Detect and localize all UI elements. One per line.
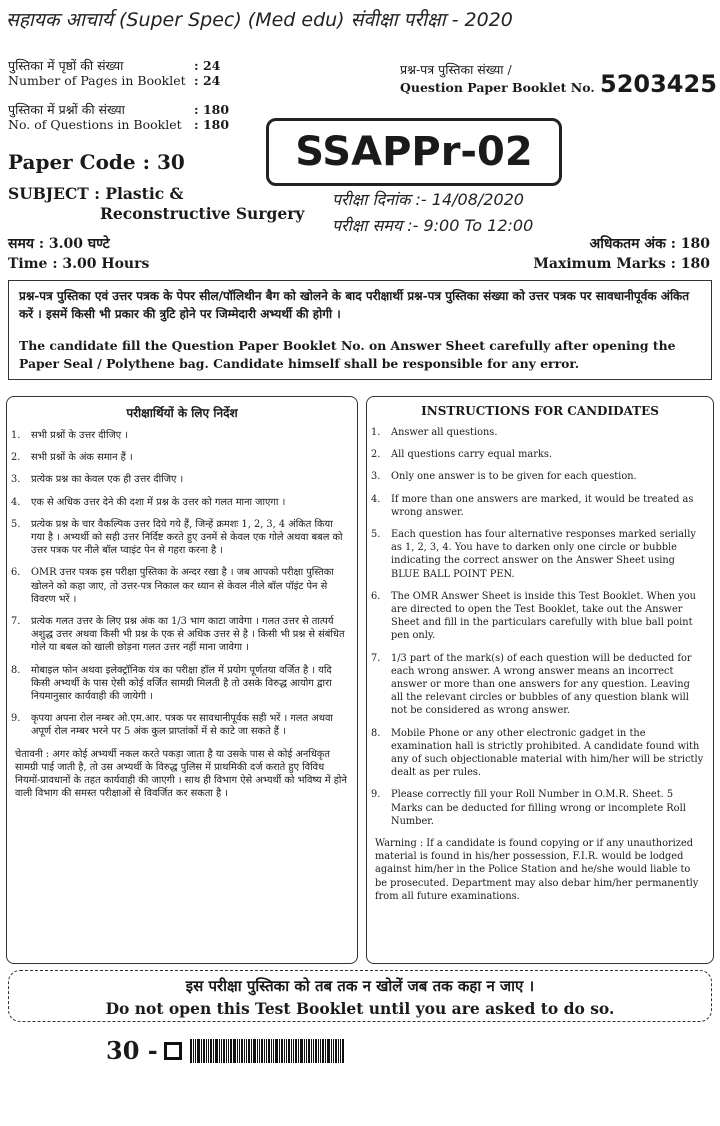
- instruction-item: [11, 664, 349, 704]
- barcode-bar: [246, 1039, 247, 1063]
- barcode-bar: [304, 1039, 305, 1063]
- barcode-bar: [223, 1039, 225, 1063]
- barcode-bar: [241, 1039, 243, 1063]
- pages-label-hi: पुस्तिका में पृष्ठों की संख्या: [8, 58, 124, 73]
- instructions-hindi-title: परीक्षार्थियों के लिए निर्देश: [126, 406, 238, 420]
- barcode-bar: [253, 1039, 256, 1063]
- instruction-number: 9.: [11, 713, 21, 725]
- pages-value: : 24: [194, 58, 221, 73]
- pages-value-en: : 24: [194, 73, 221, 88]
- instruction-number: 8.: [11, 664, 21, 676]
- instruction-item: [371, 652, 705, 718]
- do-not-open-box: [8, 970, 712, 1022]
- instruction-text: प्रत्येक प्रश्न का केवल एक ही उत्तर दीजिए ।: [31, 474, 184, 486]
- instruction-number: 2.: [11, 452, 21, 464]
- instruction-text: OMR उत्तर पत्रक इस परीक्षा पुस्तिका के अन्दर रखा है । जब आपको परीक्षा पुस्तिका खोलने को कहा जाए, तो उत्तर-पत्र निकाल कर ध्यान से केवल नीले बॉल पॉइंट पेन से विवरण भरें ।: [31, 567, 334, 605]
- subject: [8, 184, 304, 224]
- barcode-bar: [248, 1039, 250, 1063]
- barcode-bar: [325, 1039, 326, 1063]
- instruction-number: 1.: [11, 430, 21, 441]
- instruction-item: [11, 518, 349, 558]
- instruction-item: [11, 615, 349, 655]
- instruction-item: [11, 496, 349, 509]
- instruction-number: 5.: [11, 518, 21, 530]
- instruction-item: [371, 470, 705, 483]
- exam-date-handwritten: परीक्षा दिनांक :- 14/08/2020: [332, 190, 524, 209]
- instructions-hindi-panel: [6, 396, 358, 964]
- do-not-open-hi: इस परीक्षा पुस्तिका को तब तक न खोलें जब तक कहा न जाए ।: [185, 977, 535, 995]
- barcode-bar: [193, 1039, 194, 1063]
- instruction-text: प्रत्येक प्रश्न के चार वैकल्पिक उत्तर दिये गये हैं, जिन्हें क्रमशः 1, 2, 3, 4 अंकित किया गया है । अभ्यर्थी को सही उत्तर निर्दिष्ट करते हुए उनमें से केवल एक गोले अथवा बबल को उत्तर पत्रक पर नीले बॉल प्वाइंट पेन से गहरा करना है ।: [31, 518, 343, 557]
- barcode-bar: [213, 1039, 214, 1063]
- barcode-bar: [206, 1039, 207, 1063]
- time-en: Time : 3.00 Hours: [8, 256, 150, 272]
- time-hi: समय : 3.00 घण्टे: [8, 236, 110, 252]
- barcode-bar: [261, 1039, 263, 1063]
- barcode-bar: [226, 1039, 227, 1063]
- pages-label-en: Number of Pages in Booklet: [8, 73, 186, 88]
- barcode-bar: [320, 1039, 321, 1063]
- barcode-bar: [333, 1039, 334, 1063]
- barcode-bar: [284, 1039, 285, 1063]
- instruction-number: 5.: [371, 529, 381, 541]
- barcode-bar: [275, 1039, 278, 1063]
- exam-time-handwritten: परीक्षा समय :- 9:00 To 12:00: [332, 216, 534, 235]
- instruction-number: 7.: [11, 616, 21, 628]
- instruction-text: Only one answer is to be given for each question.: [391, 471, 637, 483]
- barcode-bar: [266, 1039, 267, 1063]
- barcode-icon: [190, 1039, 420, 1063]
- questions-label-hi: पुस्तिका में प्रश्नों की संख्या: [8, 102, 125, 117]
- instruction-text: प्रत्येक गलत उत्तर के लिए प्रश्न अंक का 1/3 भाग काटा जावेगा । गलत उत्तर से तात्पर्य अशुद्ध उत्तर अथवा किसी भी प्रश्न के एक से अधिक उत्तर से है । किसी भी प्रश्न से संबंधित गोले या बबल को खाली छोड़ना गलत उत्तर नहीं माना जावेगा ।: [31, 616, 345, 654]
- instruction-text: मोबाइल फोन अथवा इलेक्ट्रॉनिक यंत्र का परीक्षा हॉल में प्रयोग पूर्णतया वर्जित है । यदि किसी अभ्यर्थी के पास ऐसी कोई वर्जित सामग्री मिलती है तो उसके विरुद्ध आयोग द्वारा नियमानुसार कार्यवाही की जायेगी ।: [31, 664, 332, 703]
- barcode-bar: [239, 1039, 240, 1063]
- barcode-bar: [201, 1039, 202, 1063]
- notice-en: The candidate fill the Question Paper Booklet No. on Answer Sheet carefully after opening the Paper Seal / Polythene bag. Candidate himself shall be responsible for any error.: [19, 338, 676, 371]
- warning-hindi: चेतावनी : अगर कोई अभ्यर्थी नकल करते पकड़ा जाता है या उसके पास से कोई अनधिकृत सामग्री पाई जाती है, तो उस अभ्यर्थी के विरुद्ध पुलिस में प्राथमिकी दर्ज कराते हुए विविध नियमों-प्रावधानों के तहत कार्यवाही की जाएगी । साथ ही विभाग ऐसे अभ्यर्थी को भविष्य में होने वाली विभाग की समस्त परीक्षाओं से विवर्जित कर सकता है ।: [15, 748, 347, 800]
- footer-paper-code: 30 -: [106, 1036, 158, 1065]
- barcode-bar: [318, 1039, 319, 1063]
- barcode-bar: [195, 1039, 196, 1063]
- barcode-bar: [281, 1039, 283, 1063]
- barcode-bar: [251, 1039, 252, 1063]
- barcode-bar: [308, 1039, 310, 1063]
- instruction-number: 3.: [371, 471, 381, 483]
- barcode-bar: [197, 1039, 200, 1063]
- barcode-bar: [306, 1039, 307, 1063]
- instruction-number: 7.: [371, 652, 381, 664]
- instructions-hindi-list: [7, 429, 357, 739]
- barcode-bar: [221, 1039, 222, 1063]
- barcode-bar: [340, 1039, 341, 1063]
- barcode-bar: [313, 1039, 314, 1063]
- instruction-text: सभी प्रश्नों के उत्तर दीजिए ।: [31, 430, 129, 441]
- barcode-bar: [273, 1039, 274, 1063]
- barcode-bar: [271, 1039, 272, 1063]
- instruction-number: 1.: [371, 427, 381, 438]
- instruction-item: [11, 451, 349, 464]
- barcode-bar: [288, 1039, 290, 1063]
- barcode-bar: [342, 1039, 344, 1063]
- instruction-item: [11, 473, 349, 486]
- barcode-bar: [322, 1039, 324, 1063]
- barcode-bar: [268, 1039, 270, 1063]
- warning-english: Warning : If a candidate is found copying or if any unauthorized material is found in his/her possession, F.I.R. would be lodged against him/her in the Police Station and he/she would liable to be prosecuted. Department may also debar him/her permanently from all future examinations.: [375, 838, 699, 902]
- questions-value-en: : 180: [194, 117, 230, 132]
- instruction-number: 2.: [371, 449, 381, 461]
- do-not-open-en: Do not open this Test Booklet until you are asked to do so.: [105, 999, 615, 1018]
- barcode-bar: [257, 1039, 258, 1063]
- marks-en: Maximum Marks : 180: [533, 256, 710, 272]
- instructions-english-panel: [366, 396, 714, 964]
- qpb-label-en: Question Paper Booklet No.: [400, 80, 595, 95]
- barcode-bar: [311, 1039, 312, 1063]
- barcode-bar: [295, 1039, 297, 1063]
- barcode-bar: [190, 1039, 192, 1063]
- instruction-item: [371, 528, 705, 581]
- instruction-item: [371, 727, 705, 780]
- barcode-bar: [219, 1039, 220, 1063]
- instruction-text: एक से अधिक उत्तर देने की दशा में प्रश्न के उत्तर को गलत माना जाएगा ।: [31, 496, 286, 508]
- instruction-number: 8.: [371, 727, 381, 739]
- instruction-text: 1/3 part of the mark(s) of each question will be deducted for each wrong answer. A wrong answer means an incorrect answer or more than one answers for any question. Leaving all the relevant circles or bubbles of any question blank will not be considered as wrong answer.: [391, 652, 692, 717]
- instruction-number: 4.: [11, 496, 21, 508]
- notice-hi: प्रश्न-पत्र पुस्तिका एवं उत्तर पत्रक के पेपर सील/पॉलिथीन बैग को खोलने के बाद परीक्षार्थी प्रश्न-पत्र पुस्तिका संख्या को उत्तर पत्रक पर सावधानीपूर्वक अंकित करें । इसमें किसी भी प्रकार की त्रुटि होने पर जिम्मेदारी अभ्यर्थी की होगी ।: [19, 289, 690, 321]
- instruction-item: [371, 493, 705, 519]
- instruction-number: 4.: [371, 493, 381, 505]
- qpb-label-hi: प्रश्न-पत्र पुस्तिका संख्या /: [400, 62, 512, 77]
- instructions-english-list: [367, 426, 713, 828]
- barcode-bar: [208, 1039, 209, 1063]
- instruction-item: [11, 712, 349, 738]
- paper-code: Paper Code : 30: [8, 150, 185, 174]
- handwritten-title: सहायक आचार्य (Super Spec) (Med edu) संवीक्षा परीक्षा - 2020: [6, 9, 513, 31]
- series-code: SSAPPr-02: [295, 129, 533, 175]
- barcode-bar: [244, 1039, 245, 1063]
- marks-hi: अधिकतम अंक : 180: [589, 236, 710, 252]
- booklet-questions-info: [8, 102, 268, 132]
- barcode-bar: [279, 1039, 280, 1063]
- qpb-number: 5203425: [600, 70, 717, 98]
- instruction-text: All questions carry equal marks.: [391, 449, 552, 461]
- instruction-text: Please correctly fill your Roll Number in O.M.R. Sheet. 5 Marks can be deducted for filling wrong or incomplete Roll Number.: [391, 789, 686, 827]
- qpb-label: [400, 62, 600, 95]
- checkbox-square-icon: [164, 1042, 182, 1060]
- instruction-number: 9.: [371, 789, 381, 801]
- barcode-bar: [228, 1039, 229, 1063]
- time-info: [8, 234, 149, 274]
- booklet-pages-info: [8, 58, 268, 88]
- questions-label-en: No. of Questions in Booklet: [8, 117, 182, 132]
- instruction-item: [371, 426, 705, 439]
- instruction-text: Each question has four alternative responses marked serially as 1, 2, 3, 4. You have to darken only one circle or bubble indicating the correct answer on the Answer Sheet using BLUE BALL POINT PEN.: [391, 529, 696, 580]
- instruction-text: The OMR Answer Sheet is inside this Test Booklet. When you are directed to open the Test Booklet, take out the Answer Sheet and fill in the particulars carefully with blue ball point pen only.: [391, 590, 696, 642]
- barcode-bar: [331, 1039, 332, 1063]
- notice-box: [8, 280, 712, 380]
- barcode-bar: [335, 1039, 337, 1063]
- footer-code: [106, 1036, 420, 1065]
- barcode-bar: [237, 1039, 238, 1063]
- instruction-text: सभी प्रश्नों के अंक समान हैं ।: [31, 452, 133, 464]
- barcode-bar: [338, 1039, 339, 1063]
- barcode-bar: [293, 1039, 294, 1063]
- instruction-text: Answer all questions.: [391, 427, 498, 438]
- subject-line-1: SUBJECT : Plastic &: [8, 184, 184, 203]
- instruction-text: कृपया अपना रोल नम्बर ओ.एम.आर. पत्रक पर सावधानीपूर्वक सही भरें । गलत अथवा अपूर्ण रोल नम्बर भरने पर 5 अंक कुल प्राप्तांकों में से काटे जा सकते हैं ।: [31, 713, 333, 738]
- barcode-bar: [286, 1039, 287, 1063]
- instruction-item: [371, 448, 705, 461]
- instruction-item: [371, 590, 705, 643]
- instruction-text: If more than one answers are marked, it would be treated as wrong answer.: [391, 493, 694, 518]
- barcode-bar: [230, 1039, 232, 1063]
- instruction-number: 3.: [11, 474, 21, 486]
- instruction-item: [11, 566, 349, 606]
- series-code-box: [266, 118, 562, 186]
- instruction-text: Mobile Phone or any other electronic gadget in the examination hall is strictly prohibited. A candidate found with any of such objectionable material with him/her will be strictly dealt as per rules.: [391, 727, 704, 779]
- instruction-item: [371, 788, 705, 828]
- barcode-bar: [315, 1039, 317, 1063]
- questions-value: : 180: [194, 102, 230, 117]
- barcode-bar: [327, 1039, 330, 1063]
- barcode-bar: [298, 1039, 299, 1063]
- instruction-number: 6.: [371, 590, 381, 602]
- barcode-bar: [203, 1039, 205, 1063]
- instruction-number: 6.: [11, 567, 21, 579]
- barcode-bar: [215, 1039, 218, 1063]
- instruction-item: [11, 429, 349, 442]
- instructions-english-title: INSTRUCTIONS FOR CANDIDATES: [421, 404, 659, 418]
- barcode-bar: [291, 1039, 292, 1063]
- barcode-bar: [264, 1039, 265, 1063]
- marks-info: [533, 234, 710, 274]
- barcode-bar: [233, 1039, 236, 1063]
- barcode-bar: [300, 1039, 303, 1063]
- barcode-bar: [210, 1039, 212, 1063]
- barcode-bar: [259, 1039, 260, 1063]
- subject-line-2: Reconstructive Surgery: [100, 204, 305, 223]
